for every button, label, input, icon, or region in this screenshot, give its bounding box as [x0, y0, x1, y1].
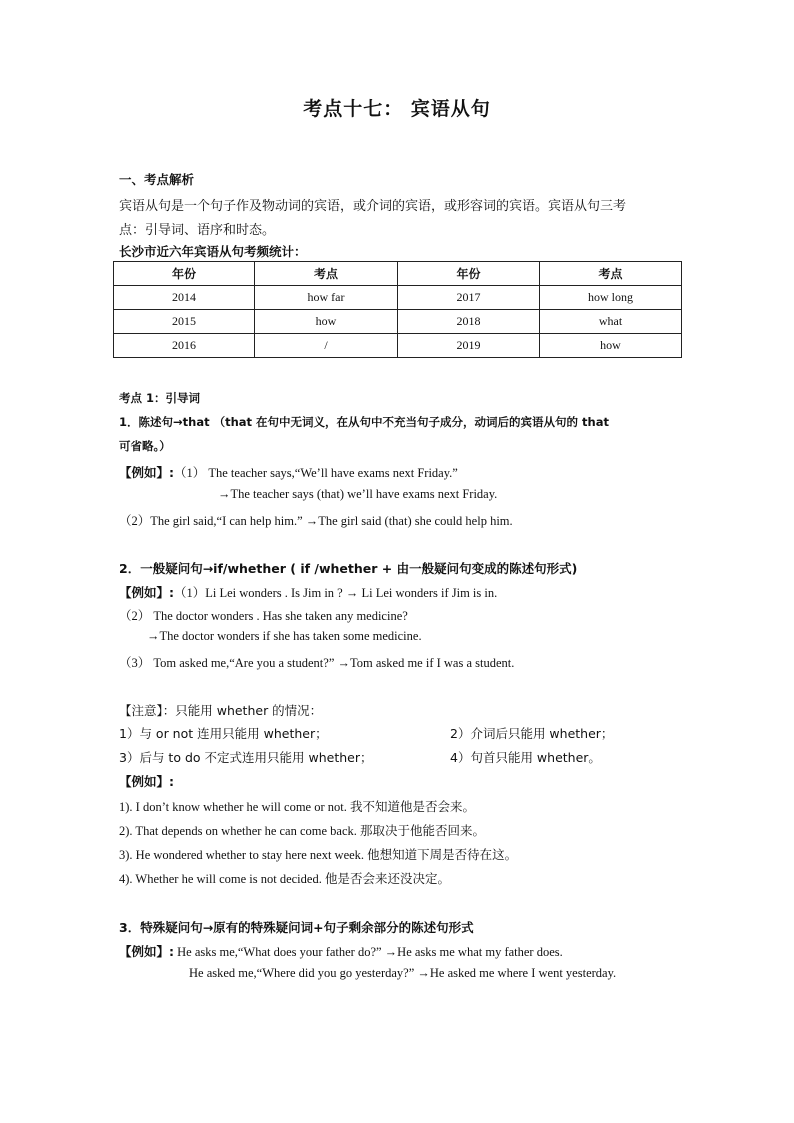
table-cell: how far	[255, 286, 398, 310]
example-label: 【例如】:	[119, 774, 174, 789]
intro-paragraph-line2: 点：引导词、语序和时态。	[119, 223, 276, 238]
table-cell: 2017	[398, 286, 540, 310]
example1-line3: （2）The girl said,“I can help him.” →The girl said (that) she could help him.	[119, 514, 513, 528]
intro-paragraph-line1: 宾语从句是一个句子作及物动词的宾语，或介词的宾语，或形容词的宾语。宾语从句三考	[119, 199, 627, 214]
header-topic: 考点	[540, 262, 682, 286]
table-row	[114, 310, 682, 334]
example2-line2: （2） The doctor wonders . Has she taken any medicine?	[119, 609, 408, 623]
table-header-row	[114, 262, 682, 286]
note-item: 3）后与 to do 不定式连用只能用 whether；	[119, 750, 373, 765]
rule1-line2: 可省略。）	[119, 439, 171, 453]
example2-line4: （3） Tom asked me,“Are you a student?” →Tom asked me if I was a student.	[119, 656, 515, 670]
note-item: 4）句首只能用 whether。	[450, 750, 601, 765]
example-text: （1） The teacher says,“We’ll have exams next Friday.”	[174, 466, 458, 480]
note-item: 1）与 or not 连用只能用 whether；	[119, 726, 328, 741]
note-item: 2）介词后只能用 whether；	[450, 726, 614, 741]
frequency-table	[113, 261, 682, 358]
table-cell: /	[255, 334, 398, 358]
example1-line2: →The teacher says (that) we’ll have exams next Friday.	[218, 487, 498, 501]
table-caption: 长沙市近六年宾语从句考频统计：	[119, 244, 307, 259]
table-cell: how	[255, 310, 398, 334]
section-heading: 一、考点解析	[119, 172, 195, 187]
table-cell: 2018	[398, 310, 540, 334]
table-row	[114, 286, 682, 310]
example3-line4: 4). Whether he will come is not decided. 他是否会来还没决定。	[119, 872, 450, 886]
table-cell: how	[540, 334, 682, 358]
rule2-heading: 2．一般疑问句→if/whether ( if /whether + 由一般疑问句变成的陈述句形式)	[119, 561, 578, 576]
header-topic: 考点	[255, 262, 398, 286]
example4-line2: He asked me,“Where did you go yesterday?” →He asked me where I went yesterday.	[189, 966, 617, 980]
table-cell: what	[540, 310, 682, 334]
page-title: 考点十七： 宾语从句	[303, 98, 491, 120]
table-cell: how long	[540, 286, 682, 310]
rule1-line1: 1．陈述句→that （that 在句中无词义，在从句中不充当句子成分，动词后的宾语从句的 that	[119, 415, 609, 429]
example3-line3: 3). He wondered whether to stay here next week. 他想知道下周是否待在这。	[119, 848, 518, 862]
point-heading: 考点 1：引导词	[119, 391, 201, 405]
example-text: He asks me,“What does your father do?” →He asks me what my father does.	[174, 945, 563, 959]
note-heading: 【注意】：只能用 whether 的情况：	[119, 703, 323, 718]
example2-line1	[119, 583, 497, 601]
example-label: 【例如】:	[119, 585, 174, 600]
table-cell: 2014	[114, 286, 255, 310]
table-cell: 2015	[114, 310, 255, 334]
example3-line1: 1). I don’t know whether he will come or not. 我不知道他是否会来。	[119, 800, 475, 814]
header-year: 年份	[114, 262, 255, 286]
header-year: 年份	[398, 262, 540, 286]
example4-line1	[119, 942, 563, 960]
rule3-heading: 3．特殊疑问句→原有的特殊疑问词+句子剩余部分的陈述句形式	[119, 920, 474, 935]
example2-line3: →The doctor wonders if she has taken some medicine.	[147, 629, 422, 643]
example-label: 【例如】:	[119, 944, 174, 959]
table-cell: 2019	[398, 334, 540, 358]
table-row	[114, 334, 682, 358]
example-text: （1）Li Lei wonders . Is Jim in ? → Li Lei wonders if Jim is in.	[174, 586, 498, 600]
table-cell: 2016	[114, 334, 255, 358]
example-label: 【例如】:	[119, 465, 174, 480]
example1-line1	[119, 463, 458, 481]
example3-line2: 2). That depends on whether he can come back. 那取决于他能否回来。	[119, 824, 485, 838]
